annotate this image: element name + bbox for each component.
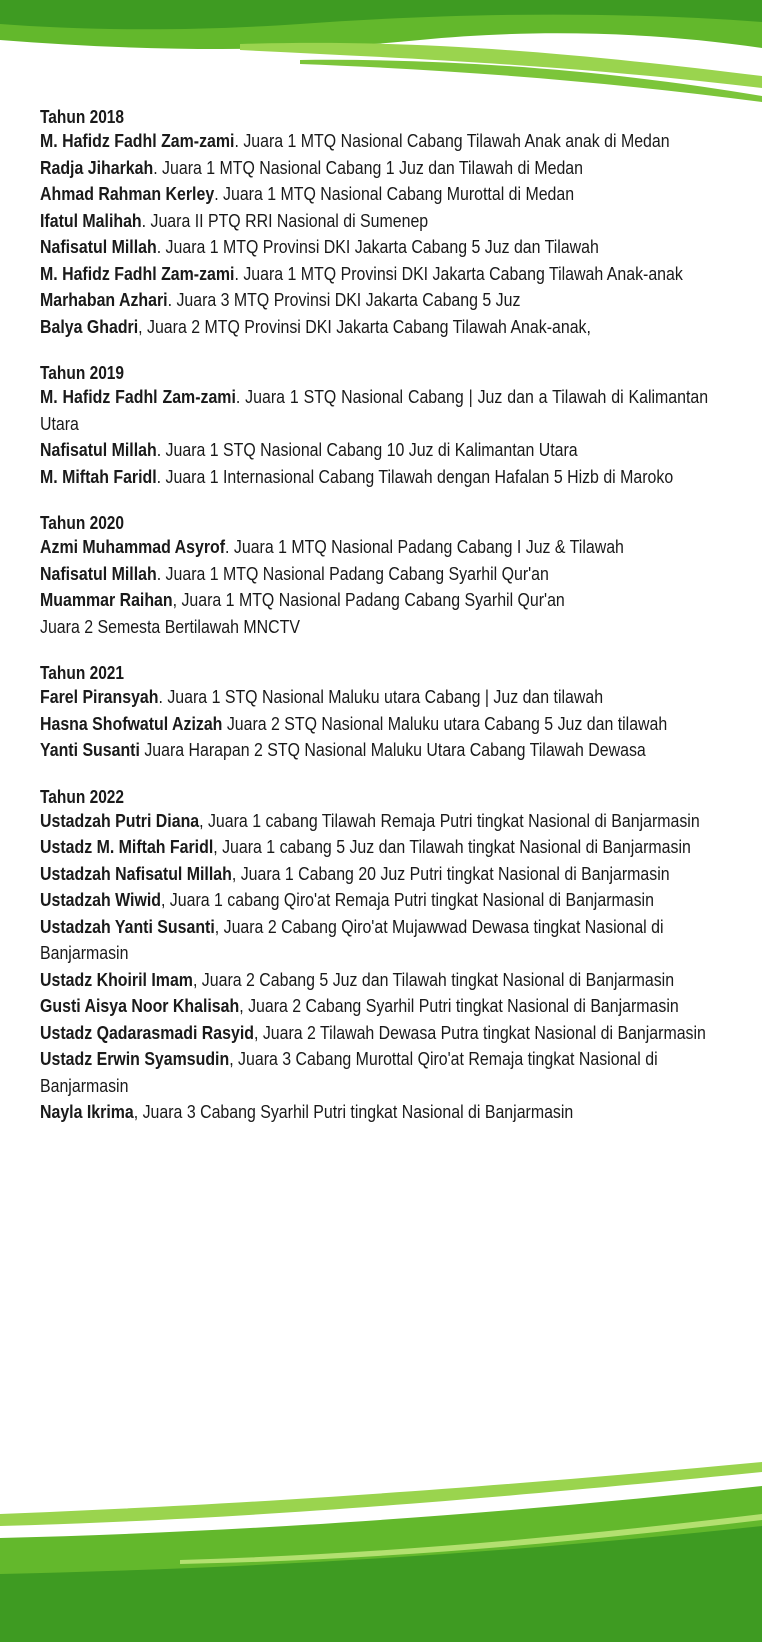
achievement-entry <box>40 684 708 711</box>
achiever-name: Marhaban Azhari <box>40 289 168 310</box>
achievement-detail: . Juara 1 STQ Nasional Cabang 10 Juz di Kalimantan Utara <box>156 439 578 460</box>
achievement-entry <box>40 967 708 994</box>
achievement-detail: , Juara 2 Cabang Syarhil Putri tingkat Nasional di Banjarmasin <box>239 995 679 1016</box>
achievement-detail: , Juara 1 MTQ Nasional Padang Cabang Syarhil Qur'an <box>172 589 565 610</box>
achievement-entry <box>40 1020 708 1047</box>
achievement-detail: , Juara 2 Cabang Qiro'at Mujawwad Dewasa tingkat Nasional di Banjarmasin <box>40 915 664 963</box>
achievement-entry <box>40 314 708 341</box>
achievement-detail: . Juara II PTQ RRI Nasional di Sumenep <box>141 209 429 231</box>
achiever-name: Ustadzah Yanti Susanti <box>40 915 215 937</box>
achievement-detail: . Juara 1 STQ Nasional Maluku utara Cabang | Juz dan tilawah <box>158 686 604 707</box>
achievement-detail: . Juara 1 MTQ Provinsi DKI Jakarta Cabang 5 Juz dan Tilawah <box>156 236 599 257</box>
achiever-name: M. Miftah Faridl <box>40 465 157 487</box>
achiever-name: Nayla Ikrima <box>40 1101 134 1122</box>
achiever-name: M. Hafidz Fadhl Zam-zami <box>40 262 235 284</box>
achiever-name: Ustadz Khoiril Imam <box>40 968 193 990</box>
achiever-name: Gusti Aisya Noor Khalisah <box>40 995 240 1016</box>
achiever-name: Nafisatul Millah <box>40 236 157 257</box>
achievement-detail: . Juara 1 MTQ Nasional Cabang Murottal di Medan <box>214 183 575 204</box>
year-heading: Tahun 2018 <box>40 107 125 127</box>
achiever-name: Ustadzah Wiwid <box>40 889 161 910</box>
year-heading: Tahun 2020 <box>40 513 125 533</box>
achievement-entry <box>40 587 708 614</box>
year-heading: Tahun 2021 <box>40 663 125 683</box>
year-section-2018 <box>40 106 708 340</box>
bottom-green-wave-decoration <box>0 1442 762 1642</box>
achiever-name: Azmi Muhammad Asyrof <box>40 536 226 557</box>
achievement-entry <box>40 561 708 588</box>
achievement-entry <box>40 808 708 835</box>
achievement-detail: . Juara 3 MTQ Provinsi DKI Jakarta Cabang 5 Juz <box>167 289 521 310</box>
achiever-name: Ifatul Malihah <box>40 209 142 231</box>
achievement-detail: , Juara 2 Cabang 5 Juz dan Tilawah tingkat Nasional di Banjarmasin <box>192 968 675 990</box>
achievement-entry <box>40 534 708 561</box>
achievement-entry <box>40 1099 708 1126</box>
achievements-list <box>40 106 708 1148</box>
achievement-entry <box>40 384 708 437</box>
year-section-2019 <box>40 362 708 490</box>
achievement-detail: , Juara 2 Tilawah Dewasa Putra tingkat Nasional di Banjarmasin <box>253 1021 706 1043</box>
achievement-detail: . Juara 1 MTQ Nasional Padang Cabang Syarhil Qur'an <box>156 562 549 584</box>
achiever-name: Ustadzah Nafisatul Millah <box>40 862 232 884</box>
top-wave-light-stripe <box>240 43 762 88</box>
achiever-name: Nafisatul Millah <box>40 439 157 460</box>
achievement-entry <box>40 614 708 641</box>
year-section-2021 <box>40 662 708 764</box>
achievement-detail: , Juara 3 Cabang Murottal Qiro'at Remaja tingkat Nasional di Banjarmasin <box>40 1048 658 1096</box>
achievement-detail: Juara Harapan 2 STQ Nasional Maluku Utara Cabang Tilawah Dewasa <box>139 739 646 760</box>
achievement-entry <box>40 834 708 861</box>
year-heading: Tahun 2022 <box>40 786 125 807</box>
achiever-name: Ahmad Rahman Kerley <box>40 183 215 204</box>
achievement-entry <box>40 711 708 738</box>
achievement-detail: . Juara 1 STQ Nasional Cabang | Juz dan a Tilawah di Kalimantan Utara <box>40 386 709 434</box>
achievement-entry <box>40 234 708 261</box>
achievement-detail: , Juara 1 Cabang 20 Juz Putri tingkat Nasional di Banjarmasin <box>231 862 670 884</box>
achiever-name: Ustadz Qadarasmadi Rasyid <box>40 1021 254 1043</box>
achiever-name: Farel Piransyah <box>40 686 159 707</box>
achievement-detail: . Juara 1 MTQ Nasional Cabang 1 Juz dan Tilawah di Medan <box>153 156 584 178</box>
achiever-name: M. Hafidz Fadhl Zam-zami <box>40 130 235 151</box>
achiever-name: Balya Ghadri <box>40 315 139 337</box>
achiever-name: Radja Jiharkah <box>40 156 154 178</box>
achiever-name: Hasna Shofwatul Azizah <box>40 712 223 734</box>
achiever-name: Nafisatul Millah <box>40 562 157 584</box>
achievement-entry <box>40 437 708 464</box>
achievement-entry <box>40 887 708 914</box>
achievement-detail: . Juara 1 Internasional Cabang Tilawah dengan Hafalan 5 Hizb di Maroko <box>156 465 674 487</box>
achiever-name: M. Hafidz Fadhl Zam-zami <box>40 386 236 407</box>
year-heading: Tahun 2019 <box>40 363 125 383</box>
achievement-entry <box>40 914 708 967</box>
achievement-entry <box>40 155 708 182</box>
achievement-entry <box>40 208 708 235</box>
achievement-entry <box>40 737 708 764</box>
achievement-entry <box>40 261 708 288</box>
achievement-detail: Juara 2 Semesta Bertilawah MNCTV <box>40 615 300 637</box>
achievement-detail: , Juara 1 cabang Tilawah Remaja Putri tingkat Nasional di Banjarmasin <box>199 809 700 831</box>
top-wave-swoosh <box>300 60 762 102</box>
achievement-detail: , Juara 1 cabang 5 Juz dan Tilawah tingkat Nasional di Banjarmasin <box>213 836 691 857</box>
achievement-detail: , Juara 2 MTQ Provinsi DKI Jakarta Cabang Tilawah Anak-anak, <box>138 315 591 337</box>
achievement-entry <box>40 993 708 1020</box>
achievement-entry <box>40 1046 708 1099</box>
achievement-detail: Juara 2 STQ Nasional Maluku utara Cabang 5 Juz dan tilawah <box>222 712 668 734</box>
achiever-name: Yanti Susanti <box>40 739 140 760</box>
achievement-detail: . Juara 1 MTQ Nasional Padang Cabang I Juz & Tilawah <box>225 536 624 557</box>
top-green-wave-decoration <box>0 0 762 110</box>
achievement-entry <box>40 181 708 208</box>
achievement-detail: . Juara 1 MTQ Provinsi DKI Jakarta Cabang Tilawah Anak-anak <box>234 262 683 284</box>
achievement-entry <box>40 464 708 491</box>
year-section-2020 <box>40 512 708 640</box>
achievement-detail: , Juara 1 cabang Qiro'at Remaja Putri tingkat Nasional di Banjarmasin <box>160 889 654 910</box>
year-section-2022 <box>40 786 708 1126</box>
achiever-name: Ustadz M. Miftah Faridl <box>40 836 214 857</box>
achiever-name: Ustadz Erwin Syamsudin <box>40 1048 230 1069</box>
achiever-name: Ustadzah Putri Diana <box>40 809 200 831</box>
achievement-entry <box>40 861 708 888</box>
achievement-entry <box>40 287 708 314</box>
achiever-name: Muammar Raihan <box>40 589 173 610</box>
achievement-entry <box>40 128 708 155</box>
achievement-detail: . Juara 1 MTQ Nasional Cabang Tilawah Anak anak di Medan <box>234 130 670 151</box>
achievement-detail: , Juara 3 Cabang Syarhil Putri tingkat Nasional di Banjarmasin <box>133 1101 574 1122</box>
